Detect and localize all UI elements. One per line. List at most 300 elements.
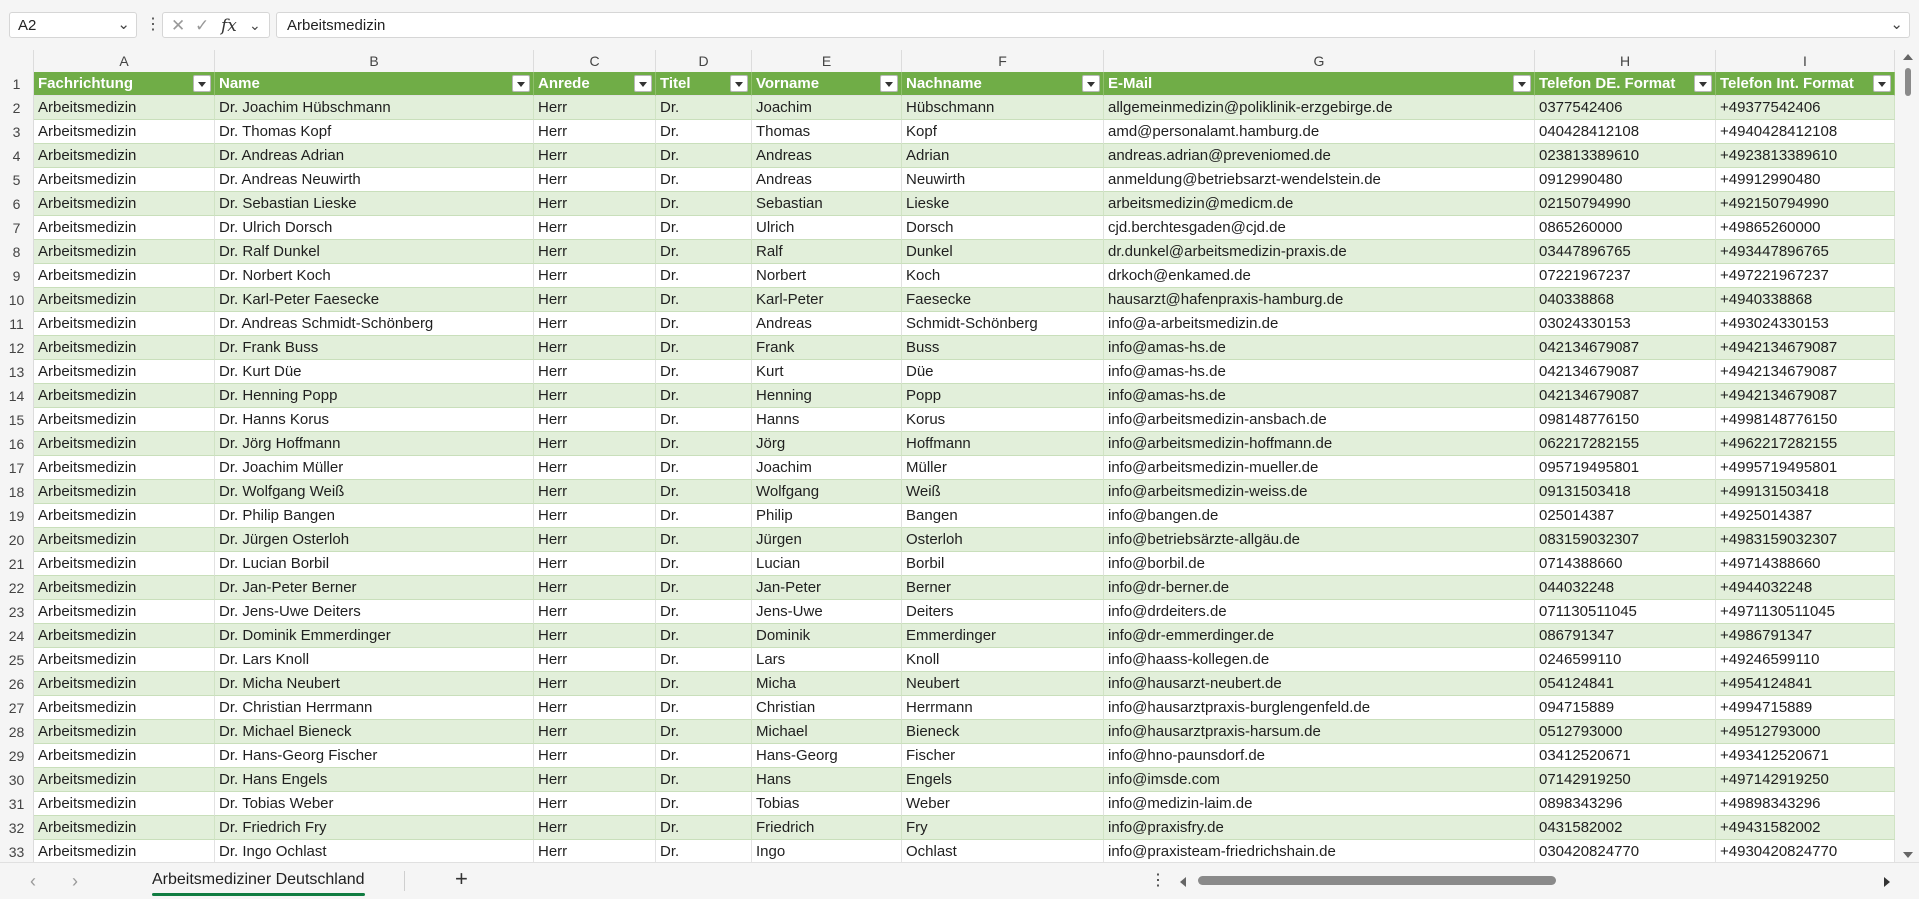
- cell-nachname[interactable]: [902, 144, 1104, 168]
- cell-fachrichtung[interactable]: [34, 480, 215, 504]
- filter-dropdown-icon[interactable]: [1082, 75, 1100, 92]
- cell-telefon-de[interactable]: [1535, 240, 1716, 264]
- cell-vorname[interactable]: [752, 144, 902, 168]
- cell-titel[interactable]: [656, 312, 752, 336]
- scroll-left-icon[interactable]: [1180, 877, 1186, 887]
- cell-name[interactable]: [215, 408, 534, 432]
- cell-titel[interactable]: [656, 264, 752, 288]
- row-number[interactable]: 19: [0, 504, 34, 528]
- cell-vorname[interactable]: [752, 744, 902, 768]
- cell-anrede[interactable]: [534, 408, 656, 432]
- row-number[interactable]: 15: [0, 408, 34, 432]
- row-number[interactable]: 17: [0, 456, 34, 480]
- cell-nachname[interactable]: [902, 456, 1104, 480]
- cell-fachrichtung[interactable]: [34, 336, 215, 360]
- row-number[interactable]: 21: [0, 552, 34, 576]
- cell-email[interactable]: [1104, 408, 1535, 432]
- row-number[interactable]: 14: [0, 384, 34, 408]
- cell-vorname[interactable]: [752, 504, 902, 528]
- cell-nachname[interactable]: [902, 672, 1104, 696]
- cell-telefon-de[interactable]: [1535, 504, 1716, 528]
- cell-nachname[interactable]: [902, 96, 1104, 120]
- cell-fachrichtung[interactable]: [34, 120, 215, 144]
- cell-name[interactable]: [215, 744, 534, 768]
- filter-dropdown-icon[interactable]: [880, 75, 898, 92]
- cell-telefon-de[interactable]: [1535, 816, 1716, 840]
- cell-name[interactable]: [215, 648, 534, 672]
- cell-name[interactable]: [215, 456, 534, 480]
- chevron-down-icon[interactable]: ⌄: [117, 16, 130, 33]
- cell-vorname[interactable]: [752, 456, 902, 480]
- row-number[interactable]: 27: [0, 696, 34, 720]
- cell-telefon-int[interactable]: [1716, 624, 1895, 648]
- cell-anrede[interactable]: [534, 744, 656, 768]
- cell-titel[interactable]: [656, 336, 752, 360]
- cell-anrede[interactable]: [534, 312, 656, 336]
- cell-telefon-int[interactable]: [1716, 312, 1895, 336]
- cell-fachrichtung[interactable]: [34, 360, 215, 384]
- cell-email[interactable]: [1104, 384, 1535, 408]
- cell-anrede[interactable]: [534, 768, 656, 792]
- cell-nachname[interactable]: [902, 480, 1104, 504]
- cell-telefon-de[interactable]: [1535, 840, 1716, 862]
- cell-email[interactable]: [1104, 120, 1535, 144]
- horizontal-scrollbar[interactable]: [1180, 873, 1890, 889]
- cell-email[interactable]: [1104, 288, 1535, 312]
- cell-email[interactable]: [1104, 456, 1535, 480]
- cell-fachrichtung[interactable]: [34, 792, 215, 816]
- cell-email[interactable]: [1104, 96, 1535, 120]
- cell-titel[interactable]: [656, 816, 752, 840]
- vertical-scrollbar[interactable]: [1895, 50, 1919, 862]
- cell-telefon-int[interactable]: [1716, 840, 1895, 862]
- cell-email[interactable]: [1104, 696, 1535, 720]
- cell-telefon-int[interactable]: [1716, 576, 1895, 600]
- cell-telefon-int[interactable]: [1716, 96, 1895, 120]
- filter-dropdown-icon[interactable]: [730, 75, 748, 92]
- cell-name[interactable]: [215, 336, 534, 360]
- cell-nachname[interactable]: [902, 192, 1104, 216]
- cell-fachrichtung[interactable]: [34, 216, 215, 240]
- header-cell-anrede[interactable]: [534, 72, 656, 96]
- row-number[interactable]: 10: [0, 288, 34, 312]
- cell-telefon-de[interactable]: [1535, 408, 1716, 432]
- cell-titel[interactable]: [656, 696, 752, 720]
- cell-email[interactable]: [1104, 432, 1535, 456]
- header-cell-vorname[interactable]: [752, 72, 902, 96]
- cell-name[interactable]: [215, 288, 534, 312]
- cell-anrede[interactable]: [534, 480, 656, 504]
- cell-name[interactable]: [215, 312, 534, 336]
- cell-fachrichtung[interactable]: [34, 96, 215, 120]
- cell-titel[interactable]: [656, 288, 752, 312]
- cell-telefon-int[interactable]: [1716, 264, 1895, 288]
- cell-telefon-de[interactable]: [1535, 552, 1716, 576]
- cell-telefon-de[interactable]: [1535, 96, 1716, 120]
- cell-titel[interactable]: [656, 192, 752, 216]
- cell-email[interactable]: [1104, 816, 1535, 840]
- row-number[interactable]: 32: [0, 816, 34, 840]
- header-cell-name[interactable]: [215, 72, 534, 96]
- cell-nachname[interactable]: [902, 840, 1104, 862]
- cell-titel[interactable]: [656, 504, 752, 528]
- cell-name[interactable]: [215, 144, 534, 168]
- cell-titel[interactable]: [656, 528, 752, 552]
- cell-anrede[interactable]: [534, 456, 656, 480]
- header-cell-telefon-int[interactable]: [1716, 72, 1895, 96]
- cell-titel[interactable]: [656, 840, 752, 862]
- cell-titel[interactable]: [656, 720, 752, 744]
- cell-telefon-int[interactable]: [1716, 360, 1895, 384]
- cell-telefon-int[interactable]: [1716, 408, 1895, 432]
- row-number[interactable]: 26: [0, 672, 34, 696]
- row-number[interactable]: 13: [0, 360, 34, 384]
- cell-email[interactable]: [1104, 168, 1535, 192]
- cell-fachrichtung[interactable]: [34, 696, 215, 720]
- cell-nachname[interactable]: [902, 408, 1104, 432]
- cell-email[interactable]: [1104, 792, 1535, 816]
- cell-email[interactable]: [1104, 648, 1535, 672]
- cell-nachname[interactable]: [902, 384, 1104, 408]
- cell-email[interactable]: [1104, 360, 1535, 384]
- cell-anrede[interactable]: [534, 432, 656, 456]
- cell-name[interactable]: [215, 840, 534, 862]
- cell-titel[interactable]: [656, 648, 752, 672]
- cell-telefon-de[interactable]: [1535, 648, 1716, 672]
- cell-fachrichtung[interactable]: [34, 816, 215, 840]
- cell-telefon-int[interactable]: [1716, 168, 1895, 192]
- cell-fachrichtung[interactable]: [34, 624, 215, 648]
- cell-telefon-de[interactable]: [1535, 720, 1716, 744]
- cell-nachname[interactable]: [902, 360, 1104, 384]
- row-number[interactable]: 16: [0, 432, 34, 456]
- cell-vorname[interactable]: [752, 408, 902, 432]
- cell-email[interactable]: [1104, 240, 1535, 264]
- filter-dropdown-icon[interactable]: [512, 75, 530, 92]
- chevron-right-icon[interactable]: ›: [72, 871, 78, 891]
- cell-telefon-de[interactable]: [1535, 312, 1716, 336]
- cell-anrede[interactable]: [534, 840, 656, 862]
- row-number[interactable]: 6: [0, 192, 34, 216]
- plus-icon[interactable]: +: [455, 866, 468, 891]
- cell-telefon-int[interactable]: [1716, 672, 1895, 696]
- cell-vorname[interactable]: [752, 528, 902, 552]
- cell-telefon-int[interactable]: [1716, 768, 1895, 792]
- cell-telefon-de[interactable]: [1535, 432, 1716, 456]
- spreadsheet-grid[interactable]: [0, 50, 1895, 862]
- cell-fachrichtung[interactable]: [34, 312, 215, 336]
- cell-anrede[interactable]: [534, 264, 656, 288]
- row-number[interactable]: 30: [0, 768, 34, 792]
- cell-fachrichtung[interactable]: [34, 264, 215, 288]
- cell-anrede[interactable]: [534, 240, 656, 264]
- cancel-icon[interactable]: ✕: [171, 16, 186, 35]
- cell-titel[interactable]: [656, 216, 752, 240]
- cell-anrede[interactable]: [534, 504, 656, 528]
- header-cell-titel[interactable]: [656, 72, 752, 96]
- sheet-tab-active[interactable]: [140, 863, 377, 899]
- cell-vorname[interactable]: [752, 432, 902, 456]
- cell-titel[interactable]: [656, 408, 752, 432]
- cell-anrede[interactable]: [534, 288, 656, 312]
- cell-titel[interactable]: [656, 96, 752, 120]
- more-options-icon[interactable]: ⋮: [1150, 872, 1166, 889]
- cell-email[interactable]: [1104, 840, 1535, 862]
- cell-nachname[interactable]: [902, 528, 1104, 552]
- cell-fachrichtung[interactable]: [34, 456, 215, 480]
- cell-anrede[interactable]: [534, 672, 656, 696]
- cell-vorname[interactable]: [752, 384, 902, 408]
- cell-anrede[interactable]: [534, 552, 656, 576]
- column-header-h[interactable]: H: [1535, 50, 1716, 72]
- cell-telefon-de[interactable]: [1535, 624, 1716, 648]
- cell-telefon-de[interactable]: [1535, 384, 1716, 408]
- row-number[interactable]: 3: [0, 120, 34, 144]
- cell-telefon-int[interactable]: [1716, 432, 1895, 456]
- scroll-up-icon[interactable]: [1903, 54, 1913, 60]
- cell-telefon-int[interactable]: [1716, 144, 1895, 168]
- cell-name[interactable]: [215, 480, 534, 504]
- cell-telefon-de[interactable]: [1535, 168, 1716, 192]
- cell-titel[interactable]: [656, 240, 752, 264]
- filter-dropdown-icon[interactable]: [193, 75, 211, 92]
- cell-vorname[interactable]: [752, 648, 902, 672]
- confirm-icon[interactable]: ✓: [195, 16, 210, 35]
- row-number[interactable]: 25: [0, 648, 34, 672]
- chevron-left-icon[interactable]: ‹: [30, 871, 36, 891]
- cell-name[interactable]: [215, 528, 534, 552]
- cell-telefon-de[interactable]: [1535, 192, 1716, 216]
- row-number[interactable]: 2: [0, 96, 34, 120]
- cell-anrede[interactable]: [534, 168, 656, 192]
- cell-email[interactable]: [1104, 576, 1535, 600]
- cell-anrede[interactable]: [534, 144, 656, 168]
- cell-name[interactable]: [215, 96, 534, 120]
- cell-titel[interactable]: [656, 672, 752, 696]
- cell-anrede[interactable]: [534, 576, 656, 600]
- cell-telefon-de[interactable]: [1535, 600, 1716, 624]
- cell-fachrichtung[interactable]: [34, 840, 215, 862]
- cell-nachname[interactable]: [902, 816, 1104, 840]
- cell-nachname[interactable]: [902, 216, 1104, 240]
- cell-email[interactable]: [1104, 552, 1535, 576]
- cell-titel[interactable]: [656, 792, 752, 816]
- cell-telefon-de[interactable]: [1535, 360, 1716, 384]
- cell-telefon-int[interactable]: [1716, 192, 1895, 216]
- cell-titel[interactable]: [656, 168, 752, 192]
- cell-telefon-de[interactable]: [1535, 336, 1716, 360]
- cell-telefon-int[interactable]: [1716, 792, 1895, 816]
- cell-fachrichtung[interactable]: [34, 240, 215, 264]
- cell-telefon-int[interactable]: [1716, 456, 1895, 480]
- cell-name[interactable]: [215, 600, 534, 624]
- cell-fachrichtung[interactable]: [34, 288, 215, 312]
- cell-anrede[interactable]: [534, 792, 656, 816]
- cell-telefon-int[interactable]: [1716, 600, 1895, 624]
- cell-name[interactable]: [215, 624, 534, 648]
- cell-nachname[interactable]: [902, 720, 1104, 744]
- cell-telefon-de[interactable]: [1535, 744, 1716, 768]
- cell-name[interactable]: [215, 240, 534, 264]
- cell-vorname[interactable]: [752, 768, 902, 792]
- filter-dropdown-icon[interactable]: [634, 75, 652, 92]
- cell-nachname[interactable]: [902, 552, 1104, 576]
- cell-email[interactable]: [1104, 744, 1535, 768]
- filter-dropdown-icon[interactable]: [1694, 75, 1712, 92]
- column-header-d[interactable]: D: [656, 50, 752, 72]
- cell-telefon-de[interactable]: [1535, 480, 1716, 504]
- cell-anrede[interactable]: [534, 816, 656, 840]
- row-number[interactable]: 1: [0, 72, 34, 96]
- row-number[interactable]: 20: [0, 528, 34, 552]
- row-number[interactable]: 29: [0, 744, 34, 768]
- formula-input[interactable]: [276, 12, 1910, 38]
- cell-titel[interactable]: [656, 768, 752, 792]
- cell-telefon-de[interactable]: [1535, 264, 1716, 288]
- cell-vorname[interactable]: [752, 840, 902, 862]
- cell-fachrichtung[interactable]: [34, 600, 215, 624]
- header-cell-telefon-de[interactable]: [1535, 72, 1716, 96]
- cell-nachname[interactable]: [902, 240, 1104, 264]
- select-all-corner[interactable]: [0, 50, 34, 72]
- cell-nachname[interactable]: [902, 504, 1104, 528]
- cell-titel[interactable]: [656, 384, 752, 408]
- cell-anrede[interactable]: [534, 528, 656, 552]
- cell-telefon-de[interactable]: [1535, 120, 1716, 144]
- cell-name[interactable]: [215, 696, 534, 720]
- cell-titel[interactable]: [656, 552, 752, 576]
- cell-email[interactable]: [1104, 528, 1535, 552]
- cell-anrede[interactable]: [534, 696, 656, 720]
- cell-nachname[interactable]: [902, 744, 1104, 768]
- cell-vorname[interactable]: [752, 288, 902, 312]
- cell-titel[interactable]: [656, 624, 752, 648]
- cell-telefon-int[interactable]: [1716, 696, 1895, 720]
- column-header-c[interactable]: C: [534, 50, 656, 72]
- cell-telefon-int[interactable]: [1716, 120, 1895, 144]
- cell-nachname[interactable]: [902, 624, 1104, 648]
- cell-vorname[interactable]: [752, 816, 902, 840]
- cell-fachrichtung[interactable]: [34, 648, 215, 672]
- cell-anrede[interactable]: [534, 720, 656, 744]
- cell-vorname[interactable]: [752, 696, 902, 720]
- cell-vorname[interactable]: [752, 264, 902, 288]
- cell-telefon-de[interactable]: [1535, 288, 1716, 312]
- cell-titel[interactable]: [656, 600, 752, 624]
- cell-vorname[interactable]: [752, 624, 902, 648]
- cell-telefon-de[interactable]: [1535, 576, 1716, 600]
- cell-anrede[interactable]: [534, 336, 656, 360]
- cell-nachname[interactable]: [902, 432, 1104, 456]
- cell-telefon-int[interactable]: [1716, 552, 1895, 576]
- cell-titel[interactable]: [656, 144, 752, 168]
- cell-telefon-int[interactable]: [1716, 504, 1895, 528]
- cell-email[interactable]: [1104, 264, 1535, 288]
- cell-fachrichtung[interactable]: [34, 432, 215, 456]
- cell-vorname[interactable]: [752, 576, 902, 600]
- cell-name[interactable]: [215, 552, 534, 576]
- cell-fachrichtung[interactable]: [34, 384, 215, 408]
- cell-titel[interactable]: [656, 576, 752, 600]
- cell-nachname[interactable]: [902, 600, 1104, 624]
- row-number[interactable]: 11: [0, 312, 34, 336]
- cell-email[interactable]: [1104, 480, 1535, 504]
- cell-telefon-int[interactable]: [1716, 480, 1895, 504]
- cell-email[interactable]: [1104, 624, 1535, 648]
- filter-dropdown-icon[interactable]: [1513, 75, 1531, 92]
- cell-telefon-int[interactable]: [1716, 744, 1895, 768]
- header-cell-fachrichtung[interactable]: [34, 72, 215, 96]
- row-number[interactable]: 33: [0, 840, 34, 862]
- row-number[interactable]: 23: [0, 600, 34, 624]
- cell-fachrichtung[interactable]: [34, 744, 215, 768]
- cell-fachrichtung[interactable]: [34, 168, 215, 192]
- cell-telefon-de[interactable]: [1535, 672, 1716, 696]
- row-number[interactable]: 28: [0, 720, 34, 744]
- cell-anrede[interactable]: [534, 192, 656, 216]
- cell-nachname[interactable]: [902, 792, 1104, 816]
- cell-name[interactable]: [215, 576, 534, 600]
- cell-vorname[interactable]: [752, 552, 902, 576]
- cell-name[interactable]: [215, 432, 534, 456]
- cell-nachname[interactable]: [902, 312, 1104, 336]
- cell-nachname[interactable]: [902, 120, 1104, 144]
- cell-name[interactable]: [215, 264, 534, 288]
- cell-telefon-de[interactable]: [1535, 696, 1716, 720]
- cell-email[interactable]: [1104, 336, 1535, 360]
- column-header-e[interactable]: E: [752, 50, 902, 72]
- expand-formula-icon[interactable]: ⌄: [1890, 16, 1903, 33]
- cell-name[interactable]: [215, 504, 534, 528]
- row-number[interactable]: 22: [0, 576, 34, 600]
- cell-name[interactable]: [215, 120, 534, 144]
- column-header-i[interactable]: I: [1716, 50, 1895, 72]
- cell-vorname[interactable]: [752, 312, 902, 336]
- cell-vorname[interactable]: [752, 720, 902, 744]
- column-header-a[interactable]: A: [34, 50, 215, 72]
- cell-vorname[interactable]: [752, 168, 902, 192]
- row-number[interactable]: 9: [0, 264, 34, 288]
- cell-fachrichtung[interactable]: [34, 504, 215, 528]
- scroll-down-icon[interactable]: [1903, 852, 1913, 858]
- row-number[interactable]: 7: [0, 216, 34, 240]
- cell-nachname[interactable]: [902, 576, 1104, 600]
- cell-telefon-int[interactable]: [1716, 336, 1895, 360]
- cell-fachrichtung[interactable]: [34, 672, 215, 696]
- cell-nachname[interactable]: [902, 168, 1104, 192]
- cell-email[interactable]: [1104, 312, 1535, 336]
- cell-telefon-int[interactable]: [1716, 216, 1895, 240]
- row-number[interactable]: 4: [0, 144, 34, 168]
- cell-anrede[interactable]: [534, 216, 656, 240]
- cell-telefon-de[interactable]: [1535, 768, 1716, 792]
- cell-name[interactable]: [215, 768, 534, 792]
- column-header-g[interactable]: G: [1104, 50, 1535, 72]
- cell-telefon-int[interactable]: [1716, 528, 1895, 552]
- cell-vorname[interactable]: [752, 96, 902, 120]
- cell-nachname[interactable]: [902, 768, 1104, 792]
- cell-fachrichtung[interactable]: [34, 768, 215, 792]
- cell-email[interactable]: [1104, 672, 1535, 696]
- cell-name[interactable]: [215, 192, 534, 216]
- cell-vorname[interactable]: [752, 480, 902, 504]
- cell-vorname[interactable]: [752, 240, 902, 264]
- cell-telefon-de[interactable]: [1535, 528, 1716, 552]
- cell-nachname[interactable]: [902, 264, 1104, 288]
- filter-dropdown-icon[interactable]: [1873, 75, 1891, 92]
- cell-telefon-int[interactable]: [1716, 240, 1895, 264]
- header-cell-nachname[interactable]: [902, 72, 1104, 96]
